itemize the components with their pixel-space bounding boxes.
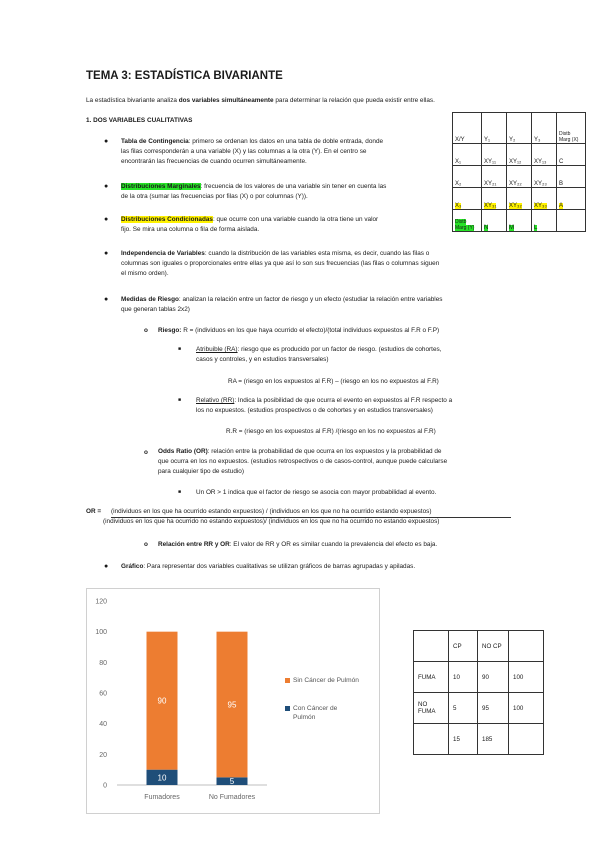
or-formula-denominator: (individuos en los que ha ocurrido no estando expuestos)/ (individuos en los que no ha ocurrido no estando expuestos)	[103, 518, 440, 525]
riesgo-definition: Riesgo: R = (individuos en los que haya ocurrido el efecto)/(total individuos expuestos al F.R o F.P)	[158, 327, 440, 334]
sub-bullet-icon: o	[144, 327, 148, 334]
relacion-rr-or: Relación entre RR y OR: El valor de RR y OR es similar cuando la prevalencia del efecto es baja.	[158, 541, 438, 548]
bullet-icon: ■	[178, 489, 182, 495]
legend-item-sin: Sin Cáncer de Pulmón	[285, 676, 359, 685]
x-category-label: No Fumadores	[208, 794, 256, 801]
or-formula-numerator: (individuos en los que ha ocurrido estando expuestos) / (individuos en los que no ha ocurrido estando expuestos)	[111, 507, 511, 518]
x-category-label: Fumadores	[144, 794, 180, 801]
fuma-cp-table	[413, 630, 544, 755]
table-row: 15 185	[414, 724, 544, 755]
odds-ratio-definition: Odds Ratio (OR): relación entre la probabilidad de que ocurra en los expuestos y la probabilidad de que ocurra en los no expuestos. (estudios retrospectivos o de casos-control, aunque puede calcularse para cualquier tipo de estudio)	[158, 448, 448, 476]
table-row: X₃ XY₃₁ XY₃₂ XY₃₃ A	[453, 188, 586, 210]
chart-svg	[87, 589, 379, 813]
y-tick-label: 80	[99, 659, 107, 667]
table-header-row: CP NO CP	[414, 631, 544, 662]
bar-data-label: 10	[157, 773, 167, 783]
legend-swatch	[285, 706, 290, 711]
bullet-icon: ■	[178, 346, 182, 352]
table-row: X₁ XY₁₁ XY₁₂ XY₁₃ C	[453, 144, 586, 166]
intro-paragraph: La estadística bivariante analiza dos variables simultáneamente para determinar la relación que pueda existir entre ellas.	[86, 97, 435, 104]
riesgo-atribuible: Atribuible (RA): riesgo que es producido por un factor de riesgo. (estudios de cohortes, casos y controles, y en estudios transversales)	[196, 346, 442, 364]
legend-swatch	[285, 678, 290, 683]
bullet-distribuciones-condicionadas: Distribuciones Condicionadas: que ocurre con una variable cuando la otra tiene un valor fijo. Se mira una columna o fila de forma aislada.	[121, 216, 379, 234]
bullet-tabla-contingencia: Tabla de Contingencia: primero se ordenan los datos en una tabla de doble entrada, donde las filas corresponderán a una variable (X) y las columnas a la otra (Y). En el centro se encontrarán las frecuencias de cuando ocurren simultáneamente.	[121, 138, 384, 166]
y-tick-label: 40	[99, 721, 107, 729]
bullet-medidas-riesgo: Medidas de Riesgo: analizan la relación entre un factor de riesgo y un efecto (estudiar la relación entre variables que generan tablas 2x2)	[121, 296, 443, 314]
bullet-icon: ■	[178, 397, 182, 403]
bullet-icon: ●	[104, 563, 109, 570]
page-title: TEMA 3: ESTADÍSTICA BIVARIANTE	[86, 70, 283, 82]
table-header-row: X/Y Y₁ Y₂ Y₃ Distb Marg (X)	[453, 113, 586, 144]
bar-data-label: 90	[157, 696, 167, 706]
y-tick-label: 0	[103, 782, 107, 790]
table-row: NO FUMA 5 95 100	[414, 693, 544, 724]
bullet-icon: ●	[104, 183, 109, 190]
sub-bullet-icon: o	[144, 449, 148, 456]
bullet-icon: ●	[104, 216, 109, 223]
bar-data-label: 95	[227, 700, 237, 710]
odds-ratio-note: Un OR > 1 indica que el factor de riesgo se asocia con mayor probabilidad al evento.	[196, 489, 437, 496]
rr-formula: R.R = (riesgo en los expuestos al F.R) /(riesgo en los no expuestos al F.R)	[226, 428, 436, 435]
table-row: X₂ XY₂₁ XY₂₂ XY₂₃ B	[453, 166, 586, 188]
sub-bullet-icon: o	[144, 541, 148, 548]
y-tick-label: 20	[99, 751, 107, 759]
section-heading: 1. DOS VARIABLES CUALITATIVAS	[86, 117, 193, 124]
bullet-independencia: Independencia de Variables: cuando la distribución de las variables esta misma, es decir, cuando las filas o columnas son iguales o proporcionales entre ellas ya que así lo son sus frecuencias (las filas o columnas siguen el mismo orden).	[121, 250, 440, 278]
table-row: FUMA 10 90 100	[414, 662, 544, 693]
legend-item-con: Con Cáncer de Pulmón	[285, 704, 337, 722]
grafico-bullet: Gráfico: Para representar dos variables cualitativas se utilizan gráficos de barras agrupadas y apiladas.	[121, 563, 416, 570]
table-row: Distb Marg (Y) N M L	[453, 210, 586, 232]
y-tick-label: 60	[99, 690, 107, 698]
bullet-icon: ●	[104, 296, 109, 303]
y-tick-label: 100	[95, 629, 107, 637]
riesgo-relativo: Relativo (RR): Indica la posibilidad de que ocurra el evento en expuestos al F.R respecto a los no expuestos. (estudios prospectivos o de cohortes y en estudios transversales)	[196, 397, 453, 415]
bullet-icon: ●	[104, 250, 109, 257]
bar-data-label: 5	[229, 777, 235, 787]
bullet-distribuciones-marginales: Distribuciones Marginales: frecuencia de los valores de una variable sin tener en cuenta las de la otra (sumar las frecuencias por filas (X) o por columnas (Y)).	[121, 183, 387, 201]
bullet-icon: ●	[104, 138, 109, 145]
contingency-table	[452, 112, 586, 232]
or-formula-prefix: OR =	[86, 508, 102, 515]
stacked-bar-chart	[86, 588, 380, 814]
y-tick-label: 120	[95, 598, 107, 606]
ra-formula: RA = (riesgo en los expuestos al F.R) – (riesgo en los no expuestos al F.R)	[228, 378, 439, 385]
